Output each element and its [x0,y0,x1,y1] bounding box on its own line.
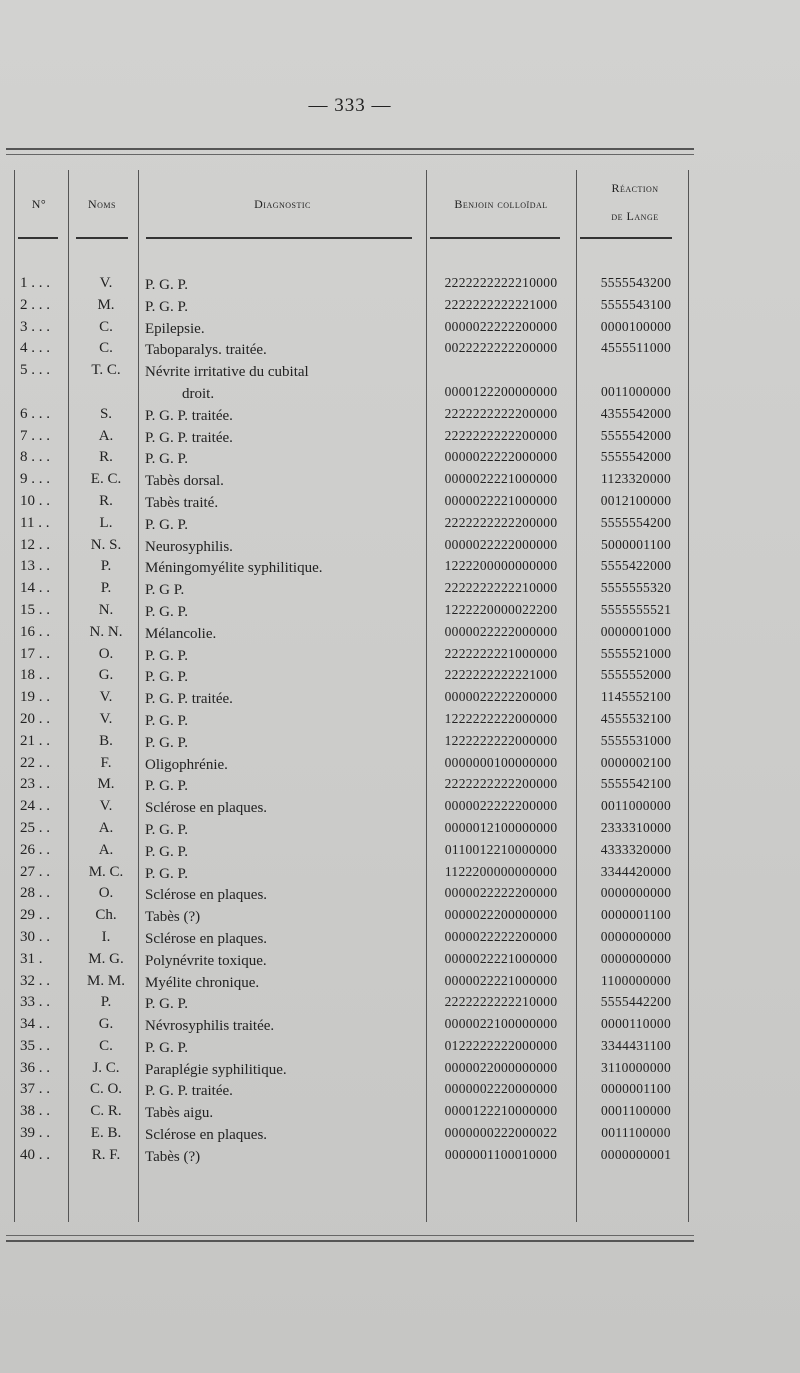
row-name: M. [97,296,115,313]
row-lange-value: 0000000000 [600,885,672,901]
row-name: R. [99,492,113,509]
row-number: 6 . . . [20,405,50,422]
row-lange-value: 5555543100 [600,296,672,312]
row-diagnostic [145,471,425,493]
table-row [0,973,700,995]
row-benjoin-value: 0000000100000000 [444,754,558,770]
row-number: 13 . . [20,558,50,575]
row-benjoin-value: 0000022200000000 [444,907,558,923]
row-lange-value: 4555511000 [601,340,671,356]
row-lange-value: 4355542000 [600,405,672,421]
row-diagnostic [145,449,425,471]
table-row [0,667,700,689]
row-lange-value: 1100000000 [601,972,671,988]
row-diagnostic-text: P. G. P. [145,298,188,315]
row-number: 20 . . [20,710,50,727]
table-row [0,907,700,929]
row-benjoin-value: 0000022221000000 [444,972,558,988]
page-number: — 333 — [308,95,392,116]
row-name: N. [98,601,114,618]
table-row [0,885,700,907]
row-diagnostic-text: P. G. P. [145,1039,188,1056]
row-lange-value: 4555532100 [600,710,672,726]
row-name: R. [99,449,113,466]
row-number: 29 . . [20,907,50,924]
row-benjoin-value: 1222222222000000 [444,732,558,748]
row-diagnostic [145,406,425,428]
row-name: I. [101,928,111,945]
row-benjoin-value: 1222220000022200 [444,601,558,617]
row-number: 18 . . [20,667,50,684]
row-name: L. [99,514,113,531]
row-diagnostic [145,580,425,602]
table-row [0,864,700,886]
row-benjoin-value: 0000002220000000 [444,1081,558,1097]
row-diagnostic-text: P. G. P. traitée. [145,691,233,708]
row-number: 21 . . [20,732,50,749]
row-diagnostic-text: Névrite irritative du cubital [145,364,309,381]
table-row [0,1081,700,1103]
row-lange-value: 1123320000 [601,471,671,487]
row-benjoin-value: 0000022222200000 [444,318,558,334]
row-name: Ch. [95,907,117,924]
row-number: 16 . . [20,623,50,640]
row-lange-value: 5555555521 [600,601,672,617]
table-row [0,798,700,820]
row-name: C. R. [90,1103,122,1120]
row-diagnostic-text: P. G. P. [145,865,188,882]
row-diagnostic [145,820,425,842]
table-row [0,602,700,624]
header-benjoin: Benjoin colloïdal [454,197,548,211]
row-diagnostic [145,864,425,886]
row-number: 3 . . . [20,318,50,335]
header-reaction-line1: Réaction [611,181,659,195]
row-name: C. O. [89,1081,123,1098]
row-number: 22 . . [20,754,50,771]
row-benjoin-value: 2222222222221000 [444,667,558,683]
row-diagnostic-text: P. G. P. [145,277,188,293]
row-benjoin-value: 0000022221000000 [444,471,558,487]
row-benjoin-value: 0000012100000000 [444,819,558,835]
row-benjoin-value: 0000022222200000 [444,798,558,814]
row-benjoin-value: 2222222222210000 [444,994,558,1010]
row-name: P. [100,558,112,575]
row-diagnostic-text: P. G. P. [145,669,188,686]
row-lange-value: 0012100000 [600,492,672,508]
row-name: V. [99,275,113,291]
row-diagnostic [145,776,425,798]
row-benjoin-value: 0000022222200000 [444,885,558,901]
row-diagnostic [145,1125,425,1147]
row-number: 1 . . . [20,275,50,291]
row-lange-value: 0011000000 [601,798,671,814]
row-diagnostic [145,951,425,973]
row-number: 14 . . [20,580,50,597]
header-num: N° [31,197,47,211]
row-lange-value: 5555531000 [600,732,672,748]
row-benjoin-value: 1222200000000000 [444,558,558,574]
row-name: P. [100,580,112,597]
row-benjoin-value: 0122222222000000 [444,1037,558,1053]
row-number: 30 . . [20,928,50,945]
row-diagnostic [145,275,425,297]
row-diagnostic [145,667,425,689]
table-row [0,515,700,537]
table-row [0,624,700,646]
row-lange-value: 5555542000 [600,427,672,443]
row-diagnostic-text: Tabès (?) [145,1148,201,1165]
row-lange-value: 2333310000 [600,819,672,835]
row-diagnostic [145,842,425,864]
row-name: A. [98,841,114,858]
row-name: N. N. [89,623,123,640]
row-name: R. F. [91,1146,121,1163]
row-lange-value: 5555554200 [600,514,672,530]
table-row [0,1038,700,1060]
table-row [0,1125,700,1147]
row-diagnostic [145,1147,425,1169]
row-diagnostic [145,362,425,406]
row-name: T. C. [91,362,121,379]
row-name: G. [98,1016,114,1033]
table-row [0,1103,700,1125]
row-benjoin-value: 0000022222200000 [444,928,558,944]
table-row [0,994,700,1016]
row-lange-value: 0000001100 [601,1081,671,1097]
row-diagnostic [145,1038,425,1060]
row-diagnostic [145,558,425,580]
table-row [0,362,700,406]
row-lange-value: 5555442200 [600,994,672,1010]
row-name: O. [98,885,114,902]
row-diagnostic-text: Oligophrénie. [145,756,228,773]
row-lange-value: 0000000000 [600,950,672,966]
row-number: 37 . . [20,1081,50,1098]
row-diagnostic-continuation: droit. [182,385,215,402]
row-lange-value: 0000000000 [600,928,672,944]
row-benjoin-value: 0000001100010000 [444,1146,558,1162]
row-name: C. [99,318,113,335]
row-number: 36 . . [20,1059,50,1076]
row-diagnostic [145,755,425,777]
row-diagnostic [145,297,425,319]
table-row [0,951,700,973]
table-row [0,319,700,341]
row-number: 10 . . [20,492,50,509]
row-diagnostic-text: Epilepsie. [145,320,205,337]
row-benjoin-value: 2222222222221000 [444,296,558,312]
row-number: 11 . . [20,514,50,531]
row-diagnostic-text: P. G P. [145,582,185,599]
row-benjoin-value: 0000122210000000 [444,1103,558,1119]
row-diagnostic-text: P. G. P. traitée. [145,1083,233,1100]
table-row [0,1016,700,1038]
row-number: 34 . . [20,1016,50,1033]
row-diagnostic [145,973,425,995]
row-number: 23 . . [20,776,50,793]
header-underline [580,237,672,239]
table-row [0,711,700,733]
row-name: M. [97,776,115,793]
row-benjoin-value: 0022222222200000 [444,340,558,356]
row-benjoin-value: 2222222222200000 [444,427,558,443]
row-diagnostic [145,689,425,711]
row-diagnostic [145,994,425,1016]
row-name: J. C. [92,1059,120,1076]
table-row [0,776,700,798]
row-benjoin-value: 1122200000000000 [444,863,558,879]
row-benjoin-value: 0110012210000000 [444,841,558,857]
table-row [0,646,700,668]
row-diagnostic-text: Sclérose en plaques. [145,930,268,947]
row-diagnostic-text: Méningomyélite syphilitique. [145,560,323,577]
row-diagnostic-text: Tabès (?) [145,909,201,926]
header-reaction-line2: de Lange [611,209,659,223]
table-row [0,449,700,471]
row-number: 38 . . [20,1103,50,1120]
table-body [0,275,700,1169]
row-benjoin-value: 0000122200000000 [444,383,558,399]
row-diagnostic [145,602,425,624]
row-name: E. C. [90,471,122,488]
row-benjoin-value: 0000022221000000 [444,492,558,508]
row-lange-value: 5555422000 [600,558,672,574]
row-lange-value: 5000001100 [601,536,671,552]
table-row [0,493,700,515]
row-diagnostic [145,1060,425,1082]
row-number: 25 . . [20,819,50,836]
row-diagnostic-text: Sclérose en plaques. [145,887,268,904]
row-diagnostic [145,537,425,559]
row-diagnostic-text: P. G. P. [145,451,188,468]
table-row [0,340,700,362]
row-benjoin-value: 0000022222200000 [444,689,558,705]
row-benjoin-value: 0000022100000000 [444,1016,558,1032]
row-lange-value: 1145552100 [601,689,671,705]
row-lange-value: 0000110000 [601,1016,671,1032]
row-lange-value: 0000001000 [600,623,672,639]
row-diagnostic-text: P. G. P. [145,843,188,860]
row-number: 17 . . [20,645,50,662]
row-name: M. M. [87,972,125,989]
row-name: F. [100,754,112,771]
row-diagnostic [145,929,425,951]
header-underline [18,237,58,239]
row-lange-value: 5555555320 [600,580,672,596]
row-number: 9 . . . [20,471,50,488]
row-number: 33 . . [20,994,50,1011]
row-name: M. C. [88,863,124,880]
table-row [0,275,700,297]
row-number: 19 . . [20,689,50,706]
row-benjoin-value: 2222222222210000 [444,580,558,596]
row-number: 35 . . [20,1037,50,1054]
table-row [0,406,700,428]
row-name: A. [98,819,114,836]
row-diagnostic-text: P. G. P. [145,734,188,751]
row-name: O. [98,645,114,662]
row-diagnostic-text: Tabès dorsal. [145,473,224,490]
row-benjoin-value: 2222222221000000 [444,645,558,661]
row-diagnostic [145,624,425,646]
row-benjoin-value: 2222222222200000 [444,514,558,530]
row-diagnostic-text: Myélite chronique. [145,974,260,991]
row-diagnostic-text: Sclérose en plaques. [145,1127,268,1144]
table-row [0,428,700,450]
table-row [0,929,700,951]
row-diagnostic [145,733,425,755]
row-diagnostic [145,646,425,668]
row-lange-value: 5555542100 [600,776,672,792]
row-number: 31 . [20,950,43,967]
row-diagnostic [145,428,425,450]
row-diagnostic-text: Sclérose en plaques. [145,800,268,817]
row-number: 28 . . [20,885,50,902]
row-number: 4 . . . [20,340,50,357]
row-name: G. [98,667,114,684]
row-number: 2 . . . [20,296,50,313]
row-diagnostic-text: Paraplégie syphilitique. [145,1061,287,1078]
table-row [0,558,700,580]
table-row [0,1147,700,1169]
row-diagnostic [145,1081,425,1103]
header-underline [430,237,560,239]
table-row [0,733,700,755]
row-lange-value: 5555542000 [600,449,672,465]
row-number: 32 . . [20,972,50,989]
row-diagnostic [145,1103,425,1125]
row-diagnostic [145,319,425,341]
row-number: 8 . . . [20,449,50,466]
row-diagnostic [145,907,425,929]
table-row [0,297,700,319]
row-lange-value: 3344431100 [601,1037,671,1053]
row-diagnostic-text: P. G. P. [145,516,188,533]
table-row [0,471,700,493]
table-row [0,580,700,602]
row-diagnostic-text: P. G. P. [145,778,188,795]
row-diagnostic [145,1016,425,1038]
row-diagnostic [145,798,425,820]
row-name: C. [99,340,113,357]
table-row [0,1060,700,1082]
table-row [0,842,700,864]
row-diagnostic-text: P. G. P. [145,996,188,1013]
header-noms: Noms [87,197,116,211]
row-benjoin-value: 0000022222000000 [444,623,558,639]
row-name: S. [99,405,113,422]
row-diagnostic [145,711,425,733]
row-lange-value: 5555552000 [600,667,672,683]
row-diagnostic [145,885,425,907]
row-name: C. [99,1037,113,1054]
row-lange-value: 0000100000 [600,318,672,334]
row-benjoin-value: 0000000222000022 [444,1125,558,1141]
row-lange-value: 0000002100 [600,754,672,770]
row-benjoin-value: 0000022222000000 [444,536,558,552]
row-lange-value: 0011000000 [601,383,671,399]
row-benjoin-value: 2222222222200000 [444,405,558,421]
header-diagnostic: Diagnostic [254,197,311,211]
row-diagnostic [145,340,425,362]
row-lange-value: 5555543200 [600,275,672,290]
row-lange-value: 0011100000 [601,1125,671,1141]
row-number: 15 . . [20,601,50,618]
row-name: E. B. [90,1125,122,1142]
row-diagnostic [145,515,425,537]
row-diagnostic-text: Tabès traité. [145,494,219,511]
row-diagnostic-text: Taboparalys. traitée. [145,342,267,359]
row-number: 12 . . [20,536,50,553]
row-number: 39 . . [20,1125,50,1142]
row-benjoin-value: 0000022221000000 [444,950,558,966]
row-lange-value: 3110000000 [601,1059,671,1075]
row-name: B. [99,732,113,749]
row-benjoin-value: 0000022222000000 [444,449,558,465]
row-diagnostic-text: Neurosyphilis. [145,538,233,555]
row-number: 40 . . [20,1146,50,1163]
row-benjoin-value: 2222222222200000 [444,776,558,792]
row-diagnostic-text: P. G. P. traitée. [145,429,233,446]
row-diagnostic-text: P. G. P. [145,821,188,838]
table-row [0,689,700,711]
row-number: 7 . . . [20,427,50,444]
row-diagnostic-text: Mélancolie. [145,625,217,642]
row-number: 27 . . [20,863,50,880]
header-underline [76,237,128,239]
row-diagnostic [145,493,425,515]
row-name: V. [99,798,113,815]
row-diagnostic-text: Névrosyphilis traitée. [145,1018,275,1035]
table-row [0,537,700,559]
row-diagnostic-text: Tabès aigu. [145,1105,214,1122]
row-diagnostic-text: Polynévrite toxique. [145,952,267,969]
row-name: A. [98,427,114,444]
row-lange-value: 0000000001 [600,1146,672,1162]
row-lange-value: 3344420000 [600,863,672,879]
row-benjoin-value: 2222222222210000 [444,275,558,290]
row-benjoin-value: 1222222222000000 [444,710,558,726]
table-row [0,820,700,842]
row-diagnostic-text: P. G. P. traitée. [145,407,233,424]
row-diagnostic-text: P. G. P. [145,603,188,620]
row-lange-value: 5555521000 [600,645,672,661]
row-name: V. [99,710,113,727]
row-lange-value: 0001100000 [601,1103,671,1119]
table-row [0,755,700,777]
row-name: M. G. [88,950,124,967]
row-number: 24 . . [20,798,50,815]
header-underline [146,237,412,239]
row-number: 5 . . . [20,362,50,379]
row-benjoin-value: 0000022000000000 [444,1059,558,1075]
row-number: 26 . . [20,841,50,858]
row-name: V. [99,689,113,706]
row-lange-value: 4333320000 [600,841,672,857]
row-lange-value: 0000001100 [601,907,671,923]
row-diagnostic-text: P. G. P. [145,712,188,729]
row-name: N. S. [90,536,122,553]
row-diagnostic-text: P. G. P. [145,647,188,664]
row-name: P. [100,994,112,1011]
